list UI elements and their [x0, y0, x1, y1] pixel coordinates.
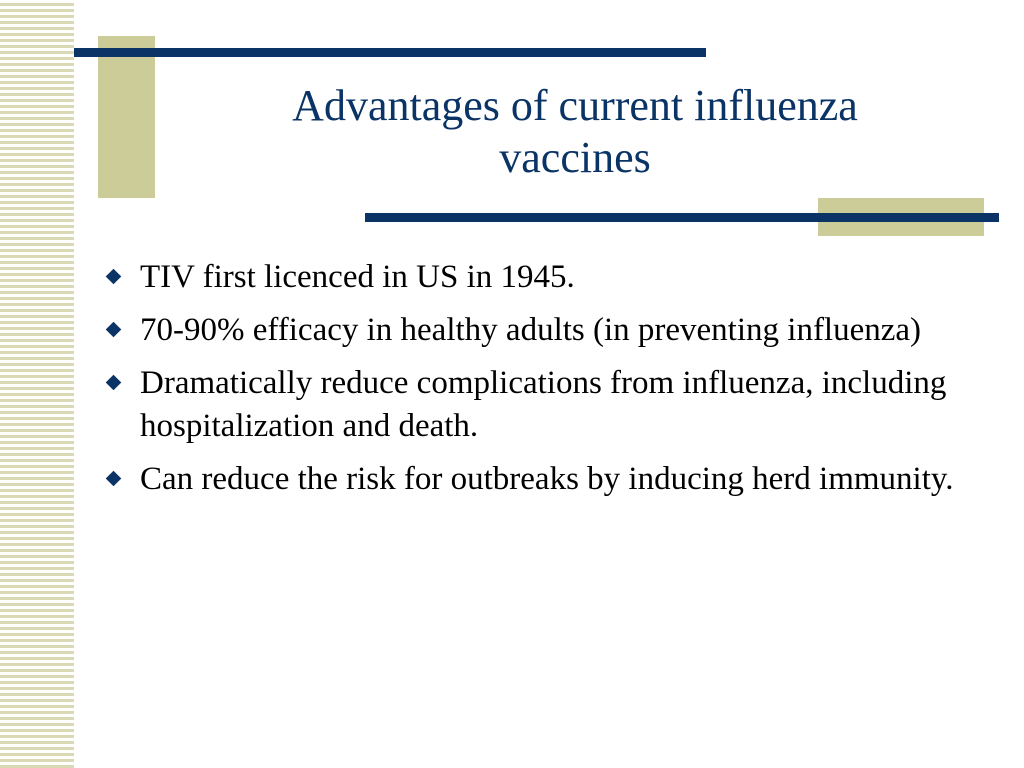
diamond-bullet-icon [106, 269, 122, 285]
bullet-text: Dramatically reduce complications from influenza, including hospitalization and death. [140, 365, 947, 444]
bullet-item [104, 458, 984, 501]
diamond-bullet-icon [106, 375, 122, 391]
bullet-item [104, 362, 984, 448]
slide-title-line-2: vaccines [499, 133, 651, 182]
bullet-text: Can reduce the risk for outbreaks by inducing herd immunity. [140, 461, 954, 497]
bullet-list [104, 256, 984, 511]
bullet-item [104, 309, 984, 352]
diamond-bullet-icon [106, 471, 122, 487]
accent-block-top [98, 36, 155, 198]
bullet-text: 70-90% efficacy in healthy adults (in preventing influenza) [140, 312, 922, 348]
title-rule-top [74, 48, 706, 57]
slide-title-line-1: Advantages of current influenza [292, 81, 858, 130]
diamond-bullet-icon [106, 322, 122, 338]
title-rule-bottom [365, 213, 999, 222]
bullet-item [104, 256, 984, 299]
bullet-text: TIV first licenced in US in 1945. [140, 259, 575, 295]
slide-title [160, 80, 990, 184]
decorative-stripes [0, 0, 74, 768]
